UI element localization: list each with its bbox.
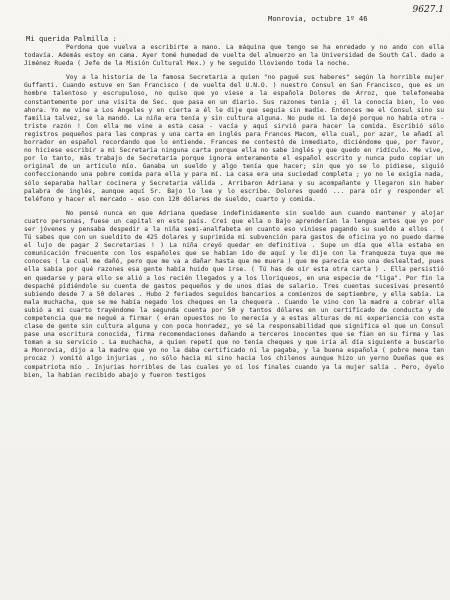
paragraph-3: No pensé nunca en que Adriana quedase indefinidamente sin sueldo aun cuando mantener y alojar cuatro personas, fuese un capital en este país. Creí que ella o Bajo aprenderían la lengua antes que yo por ser jóvenes y pensaba despedir a la niña semi-analfabeta en cuanto eso viniese pagando su sueldo a ellos . ( Tú sabes que con un sueldito de 425 dolares y suprimida mi subvención para gastos de oficina yo no puedo darme el lujo de pagar 2 Secretarias ! ) La niña creyó quedar en definitiva . Supe un día que ella estaba en comunicación frecuente con los españoles que se habían ido de aquí y le dije con la franqueza tuya que me conoces ( la cual me dañó, pero que me va a dañar hasta que me muera ) que me parecía eso una deslealtad, pues ella sabía por qué razones esa gente había huido que irse. ( Tú has de oír esta otra carta ) . Ella persistió en quedarse y para ello se alió a los recién llegados y a los lloriqueos, en una especie de "liga". Por fin la despaché pidiéndole su cuenta de gastos pequeños y de unos días de salario. Tres cuentas sucesivas presentó subiendo desde 7 a 50 dolares . Hubo 2 feriados seguidos bancarios a comienzos de septiembre, y ella sabía. La mala muchacha, que se me había negado los cheques en la chequera . Cuando le vino con la madre a cobrar ella subió a mi cuarto trayéndome la segunda cuenta por 50 y tantos dólares en un certificado de conducta y de competencia que me negué a firmar ( eran opuestos no lo merecía y a estas alturas de mi experiencia con esta clase de gente sin cultura alguna y con poca honradez, yo sé la responsabilidad que significa el que un Consul pase una escritura conocida, firma recomendaciones dañando a terceros inocentes que se fían en su firma y las toman a su servicio . La muchacha, a quien repetí que no tenía cheques y que iría al día siguiente a buscarlo a Monrovia, dijo a la madre que yo no la daba certificado ni la pagaba, y la buena española ( pobre mena tan procaz ) vomitó algo injurias , no sólo hacia mi sino hacia los chilenos aunque hizo un yerno Dueñas que es compatriota mío . Injurias horribles de las cuales yo oí los finales cuando ya la mujer salía . Pero, óyelo bien, la habían recibido abajo y fueron testigos xyxy=(24,209,444,379)
paragraph-2: Voy a la historia de la famosa Secretaria a quien "no pagué sus haberes" según la horrible mujer Guffanti. Cuando estuve en San Francisco ( de vuelta del U.N.O. ) nuestro Consul en San Francisco, que es un hombre talentoso y escrupuloso, no quiso que yo viese a la española Dolores de Arroz, que telefoneaba constantemente por una visita de Sec. que pasa en un diario. Sus razones tenía ; él la conocía bien, lo veo ahora. Yo me vine a Los Angeles y en cierta a él le dije que seguía sin madie. Entonces me el Consul sino su familia talvez, se la mandó. La niña era tenía y sin cultura alguna. No pude ni la dejé porque no había otra - triste razón ! Con ella me vine a esta casa - vacía y aquí sirvió para hacer la comida. Escribió sólo registros pequeños para las compras y una carta en inglés para Frances Macom, ella cual, por azar, le añadí al borrador en español recordando que lo entiende. Frances me contestó de inmediato, diciéndome que, por favor, no hiciese escribir a mi Secretaria ninguna carta porque ella no sabe inglés y que quedo en ridículo. Me vive, por lo tanto, más trabajo de Secretaría porque ignora enteramente el español escrito y nunca pudo copiar un original de un artículo mío. Ganaba un sueldo y algo tenía que hacer; sin que yo se lo pidiese, siguió confeccionando una pobre comida para ella y para mí. La casa era una suciedad completa ; yo no le exigía nada, sólo separaba hallar cocinera y Secretaria válida . Arribaron Adriana y su acompañante y llegaron sin haber palabra de inglés, aunque aquí Sr. Bajo lo lee y lo escribe. Dolores quedó ... para oír y responder el teléfono y hacer el mercado - eso con 120 dólares de sueldo, cuarto y comida. xyxy=(24,74,444,203)
archive-number: 9627.1 xyxy=(412,5,444,15)
letter-body xyxy=(24,44,444,386)
paragraph-1: Perdona que vuelva a escribirte a mano. La máquina que tengo se ha enredado y no ando con ella todavía. Además estoy en cama. Ayer tomé humedad de vuelta del almuerzo en la Universidad de South Cal. dado a Jiménez Rueda ( Jefe de la Misión Cultural Mex.) y he seguido lloviendo toda la noche. xyxy=(24,44,444,68)
salutation: Mi querida Palmilla : xyxy=(26,34,117,43)
dateline: Monrovia, octubre 1º 46 xyxy=(268,14,368,23)
